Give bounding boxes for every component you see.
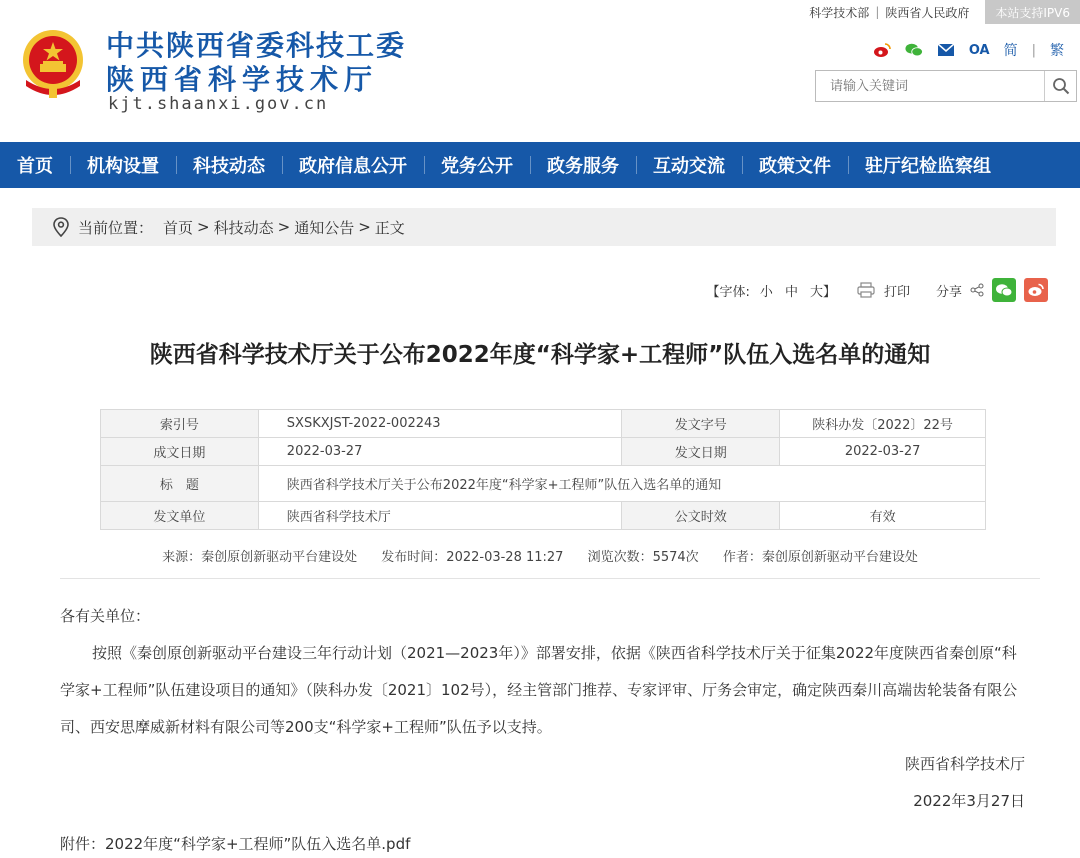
national-emblem-icon[interactable] (20, 28, 86, 100)
share-weibo-button[interactable] (1024, 278, 1048, 302)
index-label: 索引号 (101, 410, 259, 438)
divider (60, 578, 1040, 579)
header-icon-row (873, 40, 1064, 60)
ipv6-badge: 本站支持IPV6 (985, 0, 1080, 24)
validity-value: 有效 (780, 502, 986, 530)
font-size-label: 【字体: (706, 284, 750, 300)
doc-number-label: 发文字号 (622, 410, 780, 438)
divider: | (1031, 42, 1036, 58)
weibo-icon[interactable] (873, 41, 891, 59)
breadcrumb-label: 当前位置： (78, 218, 154, 237)
validity-label: 公文时效 (622, 502, 780, 530)
article-title: 陕西省科学技术厅关于公布2022年度“科学家+工程师”队伍入选名单的通知 (149, 342, 931, 368)
signature-date: 2022年3月27日 (913, 792, 1025, 810)
lang-traditional[interactable]: 繁 (1050, 43, 1064, 59)
article-tools (707, 278, 1048, 302)
lang-simplified[interactable]: 简 (1003, 43, 1018, 59)
search-icon (1052, 77, 1070, 95)
link-most[interactable]: 科学技术部 (809, 5, 870, 20)
title-value: 陕西省科学技术厅关于公布2022年度“科学家+工程师”队伍入选名单的通知 (258, 466, 985, 502)
article-body (60, 598, 1025, 858)
breadcrumb (32, 208, 1056, 246)
nav-policy-documents[interactable]: 政策文件 (742, 142, 848, 188)
nav-home[interactable]: 首页 (17, 156, 53, 177)
title-label: 标 题 (101, 466, 259, 502)
site-title-line1[interactable]: 中共陕西省委科技工委 (106, 29, 407, 62)
nav-organization[interactable]: 机构设置 (70, 142, 176, 188)
article-source: 来源：秦创原创新驱动平台建设处 (162, 550, 358, 565)
issuing-unit-label: 发文单位 (101, 502, 259, 530)
nav-discipline-inspection[interactable]: 驻厅纪检监察组 (848, 142, 1008, 188)
nav-party-affairs[interactable]: 党务公开 (424, 142, 530, 188)
site-title-line2[interactable]: 陕西省科学技术厅 (106, 63, 379, 96)
print-icon[interactable] (856, 282, 876, 298)
breadcrumb-tech-news[interactable]: 科技动态 (213, 218, 274, 237)
font-size-small[interactable]: 小 (759, 284, 773, 300)
issuing-unit-value: 陕西省科学技术厅 (258, 502, 622, 530)
nav-government-info[interactable]: 政府信息公开 (282, 142, 424, 188)
index-value: SXSKXJST-2022-002243 (258, 410, 622, 438)
breadcrumb-separator: > (358, 218, 371, 236)
search-input[interactable] (816, 71, 1044, 101)
share-label: 分享 (935, 284, 962, 300)
wechat-icon (995, 283, 1013, 297)
breadcrumb-current: 正文 (374, 218, 405, 237)
share-icon (970, 283, 984, 297)
body-paragraph: 按照《秦创原创新驱动平台建设三年行动计划（2021—2023年）》部署安排，依据《陕西省科学技术厅关于征集2022年度陕西省秦创原“科学家+工程师”队伍建设项目的通知》（陕科办发〔2021〕102号），经主管部门推荐、专家评审、厅务会审定，确定陕西秦川高端齿轮装备有限公司、西安思摩威新材料有限公司等200支“科学家+工程师”队伍予以支持。 (60, 644, 1018, 736)
site-domain: kjt.shaanxi.gov.cn (108, 94, 329, 114)
issued-date-label: 发文日期 (622, 438, 780, 466)
share-wechat-button[interactable] (992, 278, 1016, 302)
attachment-link[interactable]: 附件：2022年度“科学家+工程师”队伍入选名单.pdf (60, 835, 411, 853)
nav-tech-news[interactable]: 科技动态 (176, 142, 282, 188)
main-nav (0, 142, 1080, 188)
top-links (807, 0, 1080, 24)
link-shaanxi-government[interactable]: 陕西省人民政府 (885, 5, 970, 20)
font-size-large[interactable]: 大】 (809, 284, 836, 300)
breadcrumb-home[interactable]: 首页 (163, 218, 194, 237)
oa-link[interactable]: OA (968, 42, 990, 58)
mail-icon[interactable] (937, 41, 955, 59)
breadcrumb-separator: > (197, 218, 210, 236)
search-box (815, 70, 1077, 102)
created-date-value: 2022-03-27 (258, 438, 622, 466)
divider: | (875, 5, 880, 19)
created-date-label: 成文日期 (101, 438, 259, 466)
breadcrumb-separator: > (277, 218, 291, 236)
signature: 陕西省科学技术厅 (904, 755, 1025, 773)
search-button[interactable] (1044, 71, 1076, 101)
nav-interaction[interactable]: 互动交流 (636, 142, 742, 188)
nav-government-services[interactable]: 政务服务 (530, 142, 636, 188)
view-count: 浏览次数：5574次 (587, 550, 699, 565)
wechat-icon[interactable] (905, 41, 923, 59)
print-button[interactable]: 打印 (883, 284, 910, 300)
salutation: 各有关单位： (60, 607, 151, 625)
article-source-line (0, 546, 1080, 565)
breadcrumb-notices[interactable]: 通知公告 (294, 218, 355, 237)
weibo-icon (1027, 283, 1045, 297)
publish-time: 发布时间：2022-03-28 11:27 (381, 550, 564, 565)
doc-number-value: 陕科办发〔2022〕22号 (780, 410, 986, 438)
location-pin-icon (52, 217, 70, 237)
font-size-medium[interactable]: 中 (784, 284, 798, 300)
issued-date-value: 2022-03-27 (780, 438, 986, 466)
article-author: 作者：秦创原创新驱动平台建设处 (722, 550, 918, 565)
document-info-table (100, 409, 986, 530)
